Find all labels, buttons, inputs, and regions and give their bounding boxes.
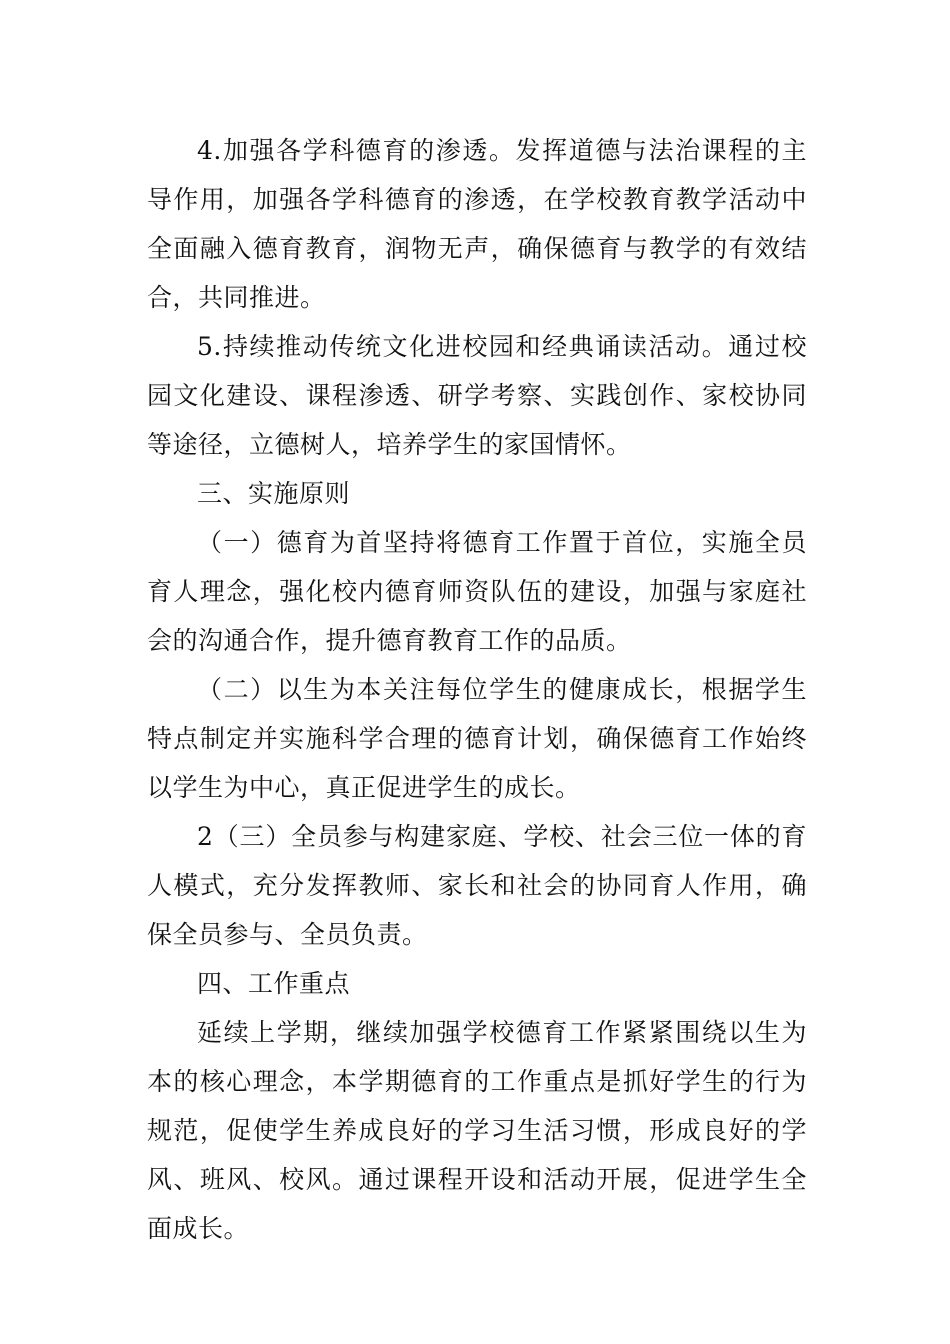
paragraph-principle-2: （二）以生为本关注每位学生的健康成长，根据学生特点制定并实施科学合理的德育计划，确保德育工作始终以学生为中心，真正促进学生的成长。 bbox=[147, 675, 807, 802]
section-heading-work-focus: 四、工作重点 bbox=[197, 969, 351, 998]
paragraph-item-4: 4.加强各学科德育的渗透。发挥道德与法治课程的主导作用，加强各学科德育的渗透，在学校教育教学活动中全面融入德育教育，润物无声，确保德育与教学的有效结合，共同推进。 bbox=[147, 136, 807, 312]
section-heading-implementation-principles: 三、实施原则 bbox=[197, 479, 351, 508]
paragraph-item-5: 5.持续推动传统文化进校园和经典诵读活动。通过校园文化建设、课程渗透、研学考察、实践创作、家校协同等途径，立德树人，培养学生的家国情怀。 bbox=[147, 332, 807, 459]
document-page bbox=[147, 126, 807, 1253]
paragraph-principle-3: 2（三）全员参与构建家庭、学校、社会三位一体的育人模式，充分发挥教师、家长和社会的协同育人作用，确保全员参与、全员负责。 bbox=[147, 822, 807, 949]
paragraph-principle-1: （一）德育为首坚持将德育工作置于首位，实施全员育人理念，强化校内德育师资队伍的建设，加强与家庭社会的沟通合作，提升德育教育工作的品质。 bbox=[147, 528, 807, 655]
paragraph-work-focus: 延续上学期，继续加强学校德育工作紧紧围绕以生为本的核心理念，本学期德育的工作重点是抓好学生的行为规范，促使学生养成良好的学习生活习惯，形成良好的学风、班风、校风。通过课程开设和活动开展，促进学生全面成长。 bbox=[147, 1018, 807, 1243]
